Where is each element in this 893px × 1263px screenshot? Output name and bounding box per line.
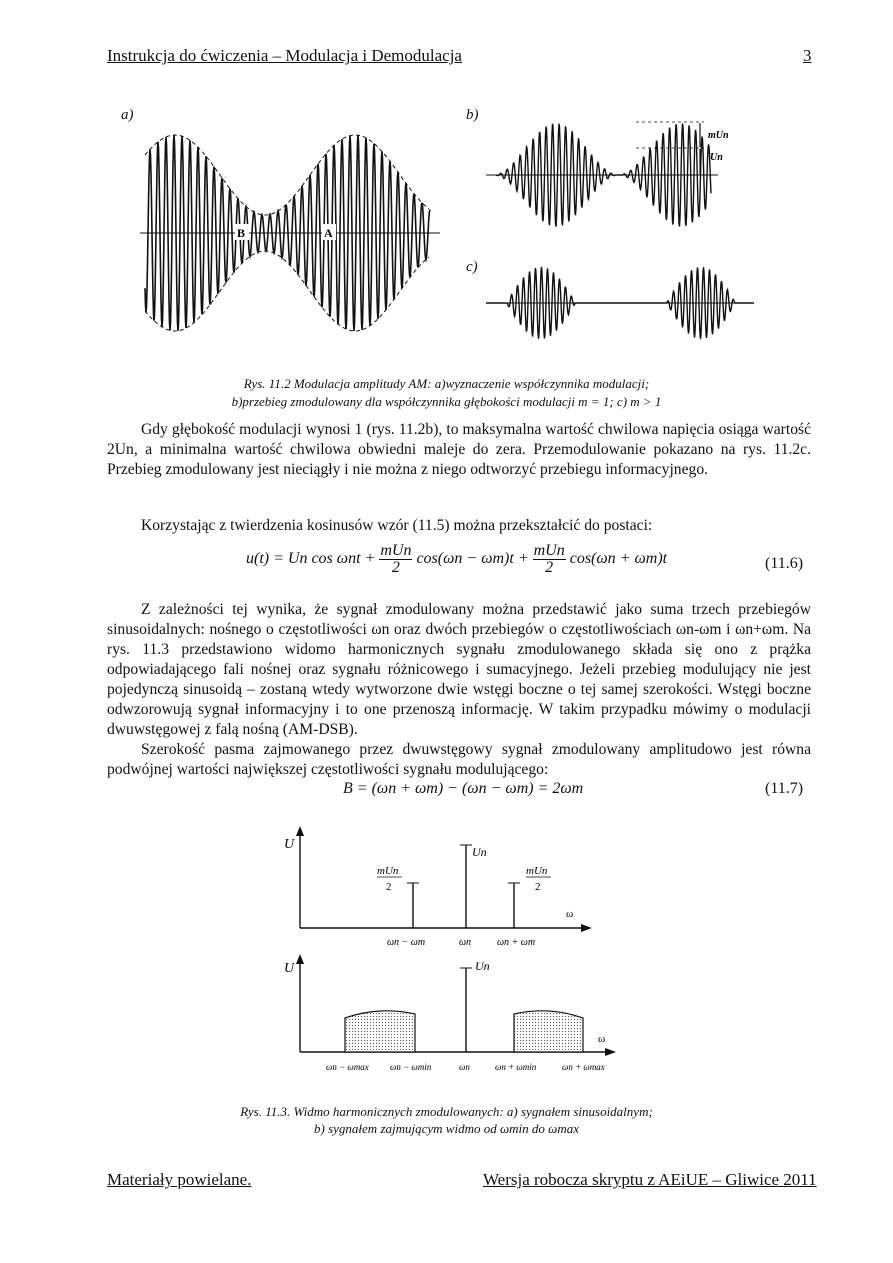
am-waveform-a xyxy=(140,125,440,335)
page-number: 3 xyxy=(803,46,812,65)
eq-11-6-mid: cos(ωn − ωm)t + xyxy=(416,550,529,568)
equation-11-7-number: (11.7) xyxy=(765,780,804,797)
frac-1-num: mUn xyxy=(380,542,412,559)
top-upper-side-den: 2 xyxy=(535,881,541,893)
bottom-tick-2: ωn − ωmin xyxy=(390,1062,432,1072)
bottom-tick-3: ωn xyxy=(459,1062,470,1072)
top-tick-3: ωn + ωm xyxy=(497,937,536,948)
top-tick-2: ωn xyxy=(459,937,472,948)
point-b-label: B xyxy=(237,226,246,240)
spectrum-figure xyxy=(270,820,640,1095)
figure-11-3-caption-2: b) sygnałem zajmującym widmo od ωmin do ωmax xyxy=(314,1121,579,1136)
bottom-tick-1: ωn − ωmax xyxy=(326,1062,369,1072)
figure-label-c: c) xyxy=(466,259,478,275)
equation-11-6 xyxy=(246,543,667,576)
upper-sideband xyxy=(514,1011,583,1052)
lower-sideband xyxy=(345,1011,415,1052)
paragraph-4: Szerokość pasma zajmowanego przez dwuwstęgowy sygnał zmodulowany amplitudowo jest równa podwójnej wartości największej częstotliwości sygnału modulującego: xyxy=(107,741,811,778)
top-carrier-label: Un xyxy=(472,845,487,859)
paragraph-2: Korzystając z twierdzenia kosinusów wzór (11.5) można przekształcić do postaci: xyxy=(141,517,653,534)
bottom-omega-arrowhead xyxy=(605,1048,616,1056)
running-header: Instrukcja do ćwiczenia – Modulacja i Demodulacja xyxy=(107,46,462,65)
top-omega-label: ω xyxy=(566,908,574,920)
footer-left: Materiały powielane. xyxy=(107,1170,252,1189)
bottom-tick-4: ωn + ωmin xyxy=(495,1062,537,1072)
point-a-label: A xyxy=(324,226,333,240)
frac-1-den: 2 xyxy=(391,559,400,576)
paragraph-1: Gdy głębokość modulacji wynosi 1 (rys. 11.2b), to maksymalna wartość chwilowa napięcia osiąga wartość 2Un, a minimalna wartość chwilowa obwiedni maleje do zera. Przemodulowanie pokazano na rys. 11.2c. Przebieg zmodulowany jest nieciągły i nie można z niego odtworzyć przebiegu informacyjnego. xyxy=(107,421,811,478)
envelope-upper-a xyxy=(145,135,429,215)
top-omega-arrowhead xyxy=(581,924,592,932)
eq-11-6-end: cos(ωn + ωm)t xyxy=(569,550,668,568)
footer-right: Wersja robocza skryptu z AEiUE – Gliwice 2011 xyxy=(483,1170,817,1189)
annot-mun: mUn xyxy=(708,130,729,141)
am-waveform-b xyxy=(486,118,756,233)
top-tick-1: ωn − ωm xyxy=(387,937,426,948)
top-u-label: U xyxy=(284,837,295,852)
bottom-omega-label: ω xyxy=(598,1033,606,1045)
figure-label-a: a) xyxy=(121,107,134,123)
paragraph-3: Z zależności tej wynika, że sygnał zmodulowany można przedstawić jako suma trzech przebiegów sinusoidalnych: nośnego o częstotliwości ωn oraz dwóch przebiegów o częstotliwościach ωn-ωm i ωn+ωm. Na rys. 11.3 przedstawiono widomo harmonicznych sygnału zmodulowanego składa się ono z prążka odpowiadającego fali nośnej oraz sygnału różnicowego i sumacyjnego. Jeżeli przebieg modulujący nie jest pojedynczą sinusoidą – zostaną wtedy wytworzone dwie wstęgi boczne o tej samej szerokości. Wstęgi boczne odwzorowują sygnał informacyjny i to one przenoszą informację. W takim przypadku mówimy o modulacji dwuwstęgowej z falą nośną (AM-DSB). xyxy=(107,601,811,738)
top-lower-side-den: 2 xyxy=(386,881,392,893)
bottom-carrier-label: Un xyxy=(475,959,490,973)
frac-2-num: mUn xyxy=(533,542,565,559)
bottom-u-arrowhead xyxy=(296,954,304,964)
figure-label-b: b) xyxy=(466,107,479,123)
annot-un: Un xyxy=(710,152,723,163)
bottom-tick-5: ωn + ωmax xyxy=(562,1062,605,1072)
eq-11-6-frac-2 xyxy=(533,543,566,576)
eq-11-6-frac-1 xyxy=(379,543,412,576)
equation-11-6-number: (11.6) xyxy=(765,555,804,572)
frac-2-den: 2 xyxy=(545,559,554,576)
figure-11-3-caption-1: Rys. 11.3. Widmo harmonicznych zmodulowanych: a) sygnałem sinusoidalnym; xyxy=(240,1104,653,1119)
figure-11-2-caption-1: Rys. 11.2 Modulacja amplitudy AM: a)wyznaczenie współczynnika modulacji; xyxy=(243,376,650,391)
top-u-arrowhead xyxy=(296,826,304,836)
bottom-u-label: U xyxy=(284,961,295,976)
top-lower-side-num: mUn xyxy=(377,865,399,877)
top-upper-side-num: mUn xyxy=(526,865,548,877)
eq-11-6-lhs: u(t) = Un cos ωnt + xyxy=(246,550,376,568)
am-waveform-c xyxy=(486,255,756,355)
figure-11-2-caption-2: b)przebieg zmodulowany dla współczynnika głębokości modulacji m = 1; c) m > 1 xyxy=(231,394,662,409)
equation-11-7: B = (ωn + ωm) − (ωn − ωm) = 2ωm xyxy=(343,780,584,797)
